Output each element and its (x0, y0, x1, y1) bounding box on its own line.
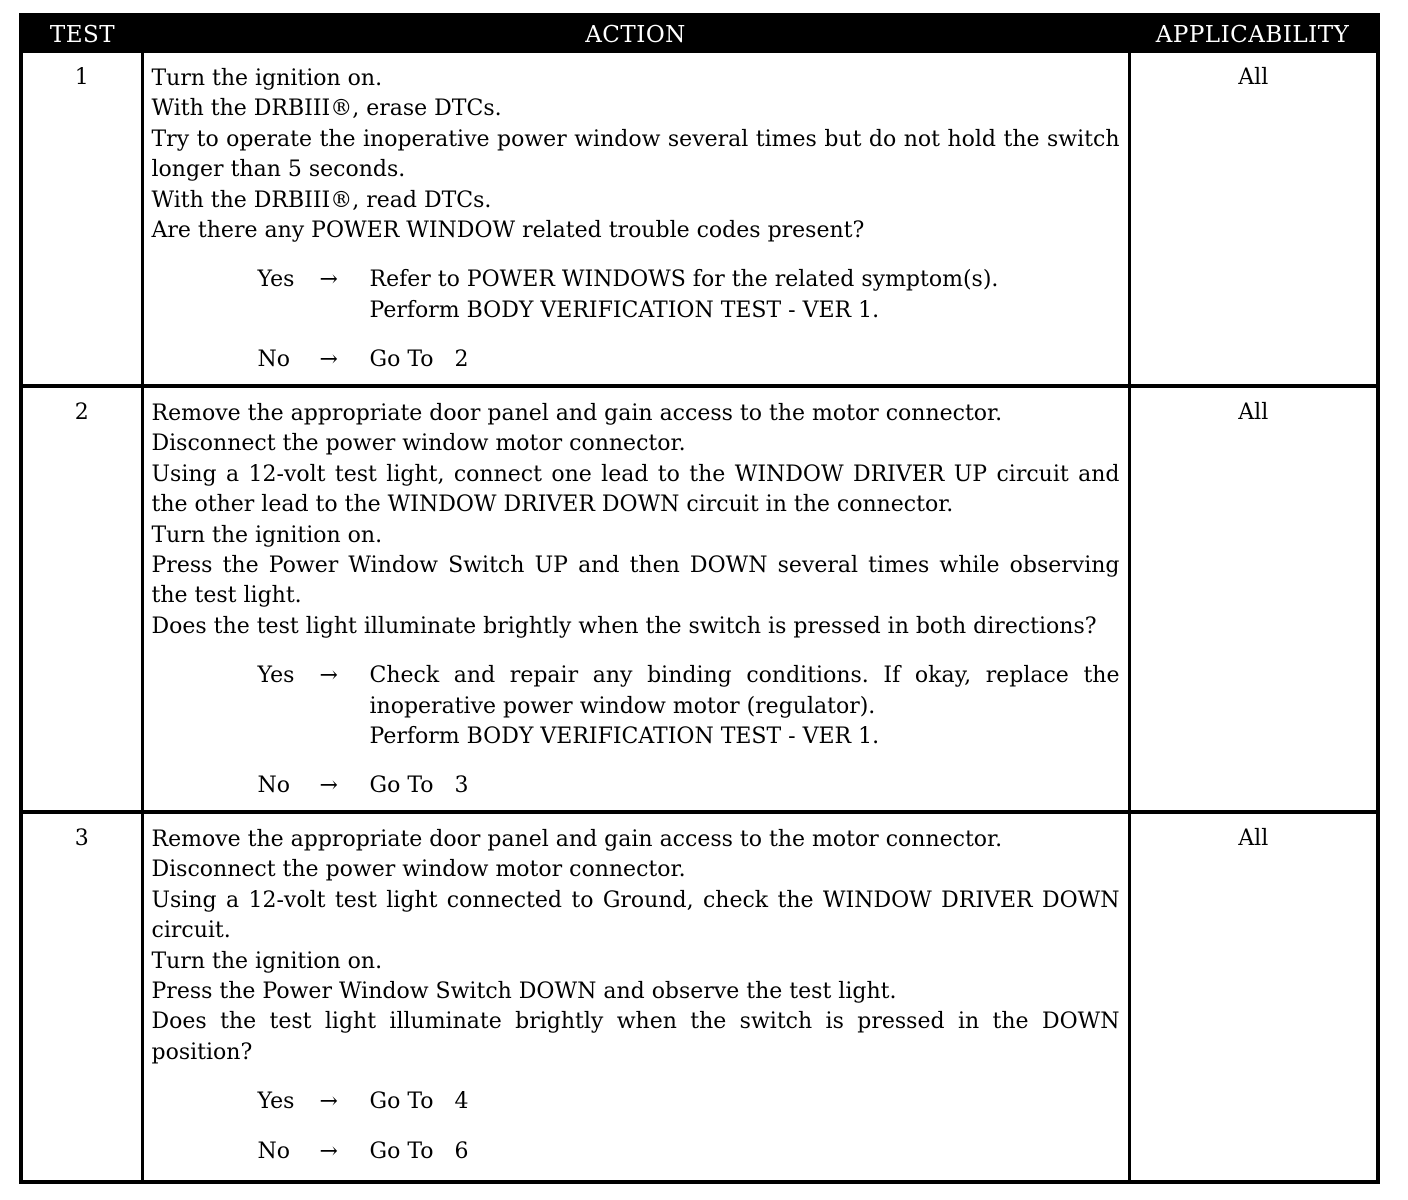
action-step: Press the Power Window Switch UP and then DOWN several times while observing the test light. (151, 553, 1120, 609)
action-cell (142, 386, 1129, 812)
right-arrow-icon: → (319, 773, 338, 799)
header-applicability: APPLICABILITY (1129, 17, 1376, 53)
action-step: Turn the ignition on. (151, 948, 383, 974)
action-step: Using a 12-volt test light, connect one lead to the WINDOW DRIVER UP circuit and the other lead to the WINDOW DRIVER DOWN circuit in the connector. (151, 461, 1120, 518)
test-number: 3 (23, 812, 142, 1180)
result-no (152, 771, 1120, 801)
applicability-value: All (1129, 812, 1376, 1180)
action-step: With the DRBIII®, erase DTCs. (151, 96, 502, 122)
applicability-value: All (1129, 386, 1376, 812)
header-test: TEST (23, 17, 142, 53)
test-number: 1 (23, 53, 142, 386)
table-header (23, 17, 1376, 53)
result-text (370, 661, 1120, 752)
result-text (370, 771, 1120, 801)
diagnostic-procedure-sheet (19, 13, 1380, 1184)
result-text (370, 1137, 1120, 1167)
result-no (152, 345, 1120, 375)
action-step: Remove the appropriate door panel and gain access to the motor connector. (151, 401, 1003, 426)
result-text (370, 345, 1120, 375)
result-label: Yes (257, 1089, 295, 1115)
right-arrow-icon: → (319, 663, 338, 689)
result-label: No (257, 1138, 290, 1164)
result-yes (152, 1087, 1120, 1117)
right-arrow-icon: → (319, 347, 338, 373)
action-step: With the DRBIII®, read DTCs. (151, 187, 492, 213)
action-step: Does the test light illuminate brightly when the switch is pressed in the DOWN position? (151, 1009, 1120, 1065)
test-number: 2 (23, 386, 142, 812)
result-line: Refer to POWER WINDOWS for the related symptom(s). (369, 267, 999, 293)
result-line: Check and repair any binding conditions. If okay, replace the inoperative power window motor (regulator). (369, 663, 1120, 719)
action-step: Turn the ignition on. (151, 522, 383, 548)
action-step: Are there any POWER WINDOW related trouble codes present? (151, 218, 865, 244)
test-procedure-table (23, 17, 1376, 1180)
result-yes (152, 661, 1120, 752)
right-arrow-icon: → (319, 1089, 338, 1115)
result-line: Perform BODY VERIFICATION TEST - VER 1. (369, 297, 880, 323)
action-step: Disconnect the power window motor connector. (151, 857, 686, 883)
table-row (23, 812, 1376, 1180)
action-step: Remove the appropriate door panel and gain access to the motor connector. (151, 827, 1003, 852)
action-step: Turn the ignition on. (151, 66, 383, 91)
right-arrow-icon: → (319, 267, 338, 293)
action-cell (142, 812, 1129, 1180)
action-step: Using a 12-volt test light connected to Ground, check the WINDOW DRIVER DOWN circuit. (151, 887, 1120, 944)
result-label: No (257, 773, 290, 799)
result-line: Go To 6 (369, 1138, 469, 1164)
result-no (152, 1137, 1120, 1167)
action-cell (142, 53, 1129, 386)
action-step: Press the Power Window Switch DOWN and observe the test light. (151, 979, 897, 1005)
applicability-value: All (1129, 53, 1376, 386)
header-action: ACTION (142, 17, 1129, 53)
action-step: Try to operate the inoperative power window several times but do not hold the switch longer than 5 seconds. (151, 126, 1120, 183)
action-step: Does the test light illuminate brightly when the switch is pressed in both directions? (151, 613, 1097, 639)
right-arrow-icon: → (319, 1138, 338, 1164)
result-line: Go To 3 (369, 773, 469, 799)
result-text (370, 265, 1120, 326)
result-yes (152, 265, 1120, 326)
result-line: Go To 4 (369, 1089, 469, 1115)
table-row (23, 386, 1376, 812)
result-label: No (257, 347, 290, 373)
table-row (23, 53, 1376, 386)
result-text (370, 1087, 1120, 1117)
result-label: Yes (257, 267, 295, 293)
result-label: Yes (257, 663, 295, 689)
result-line: Perform BODY VERIFICATION TEST - VER 1. (369, 724, 880, 750)
result-line: Go To 2 (369, 347, 469, 373)
action-step: Disconnect the power window motor connector. (151, 431, 686, 457)
